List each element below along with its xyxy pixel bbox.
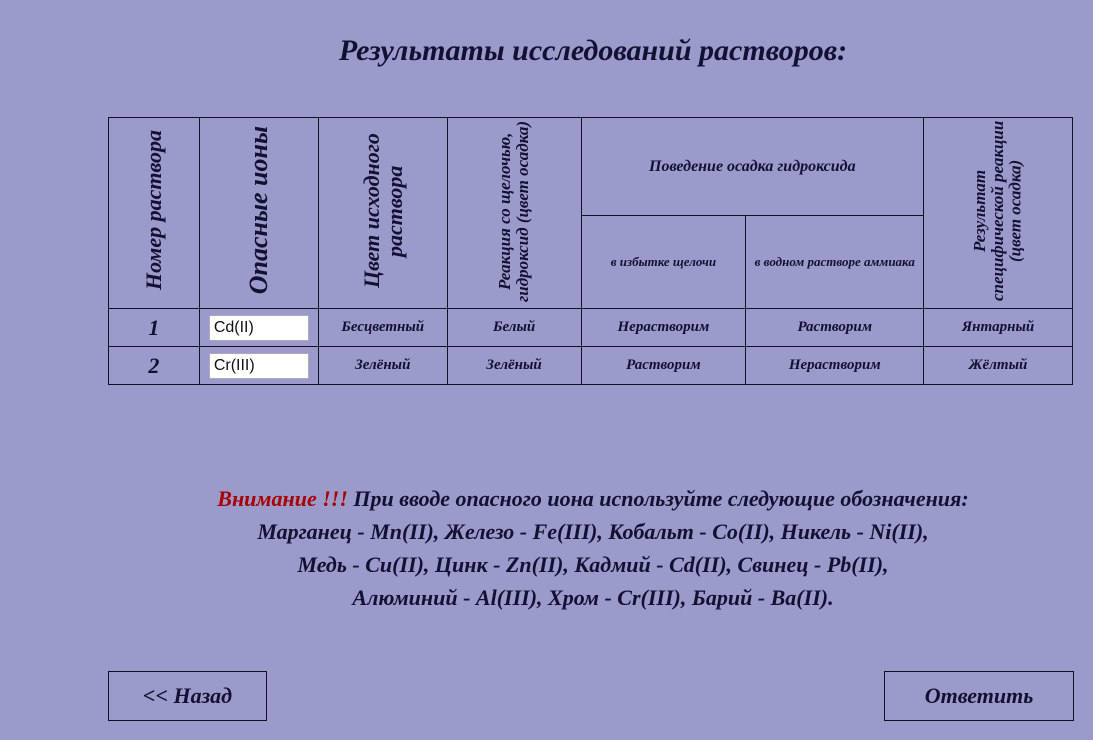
notice-line-2: Марганец - Mn(II), Железо - Fe(III), Кобальт - Co(II), Никель - Ni(II), xyxy=(257,519,929,544)
results-table xyxy=(108,117,1073,385)
header-color: Цвет исходного раствора xyxy=(318,118,447,309)
page-title: Результаты исследований растворов: xyxy=(338,34,848,67)
ion-cell xyxy=(199,309,318,347)
row-number: 1 xyxy=(109,309,200,347)
table-row xyxy=(109,347,1073,385)
warning-label: Внимание !!! xyxy=(217,486,348,511)
notice-line-4: Алюминий - Al(III), Хром - Cr(III), Барий - Ba(II). xyxy=(352,585,834,610)
notice-text: При вводе опасного иона используйте следующие обозначения: xyxy=(353,486,969,511)
header-number: Номер раствора xyxy=(109,118,200,309)
ammonia-cell: Растворим xyxy=(746,309,924,347)
notice-line-1 xyxy=(0,482,1093,515)
header-excess-alkali: в избытке щелочи xyxy=(581,215,746,309)
specific-cell: Жёлтый xyxy=(924,347,1073,385)
notice xyxy=(0,482,1093,614)
excess-cell: Растворим xyxy=(581,347,746,385)
ion-cell xyxy=(199,347,318,385)
ion-input-2[interactable] xyxy=(209,353,309,379)
reaction-cell: Зелёный xyxy=(447,347,581,385)
reaction-cell: Белый xyxy=(447,309,581,347)
header-reaction: Реакция со щелочью, гидроксид (цвет осадка) xyxy=(447,118,581,309)
excess-cell: Нерастворим xyxy=(581,309,746,347)
color-cell: Бесцветный xyxy=(318,309,447,347)
ammonia-cell: Нерастворим xyxy=(746,347,924,385)
notice-line-3: Медь - Cu(II), Цинк - Zn(II), Кадмий - Cd(II), Свинец - Pb(II), xyxy=(297,552,889,577)
header-behavior: Поведение осадка гидроксида xyxy=(581,118,924,216)
back-button[interactable]: << Назад xyxy=(108,671,267,721)
row-number: 2 xyxy=(109,347,200,385)
header-specific: Результат специфической реакции (цвет осадка) xyxy=(924,118,1073,309)
answer-button[interactable]: Ответить xyxy=(884,671,1074,721)
header-ammonia: в водном растворе аммиака xyxy=(746,215,924,309)
table-row xyxy=(109,309,1073,347)
color-cell: Зелёный xyxy=(318,347,447,385)
header-ions: Опасные ионы xyxy=(199,118,318,309)
specific-cell: Янтарный xyxy=(924,309,1073,347)
ion-input-1[interactable] xyxy=(209,315,309,341)
